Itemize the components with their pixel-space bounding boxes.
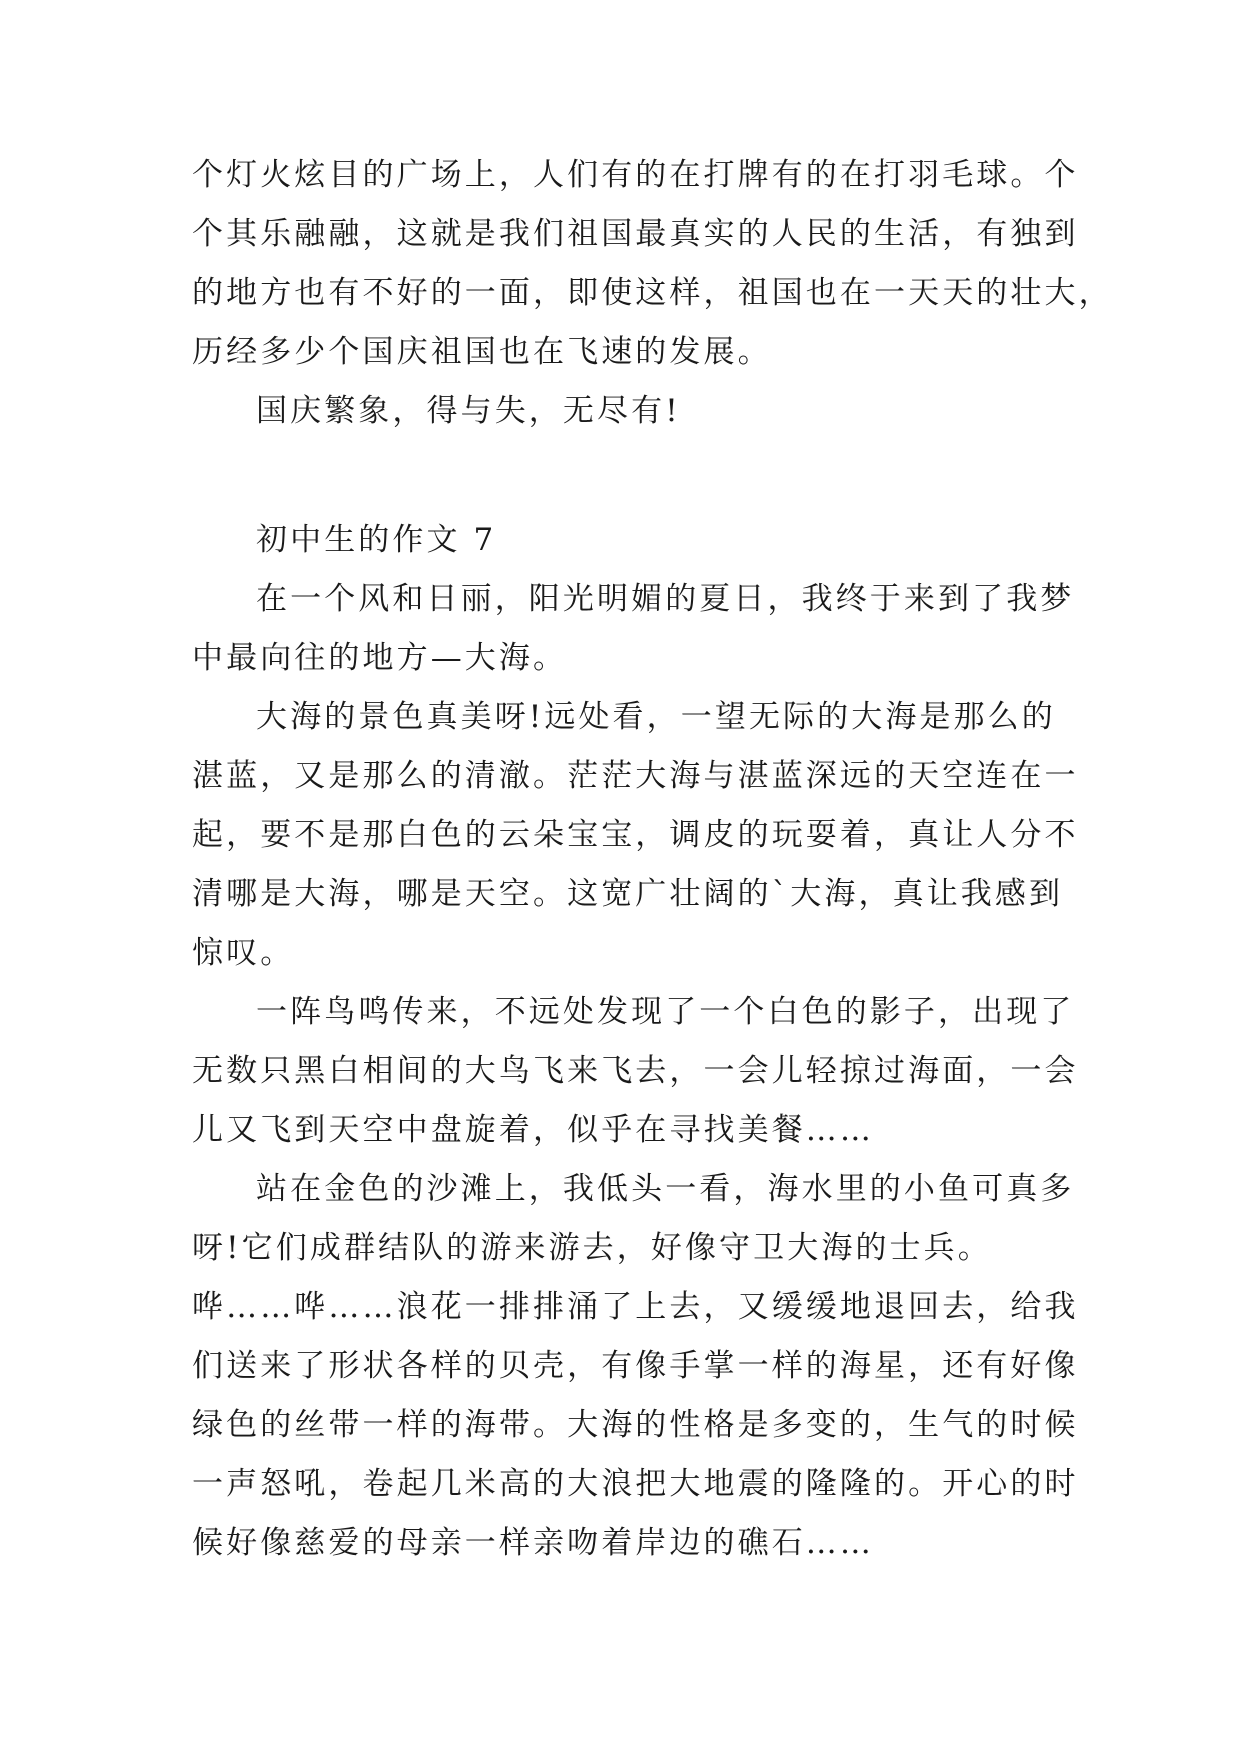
text-line: 儿又飞到天空中盘旋着，似乎在寻找美餐…… xyxy=(192,1112,874,1148)
text-line: 在一个风和日丽，阳光明媚的夏日，我终于来到了我梦 xyxy=(256,581,1075,617)
text-line: 无数只黑白相间的大鸟飞来飞去，一会儿轻掠过海面，一会 xyxy=(192,1053,1079,1089)
text-line: 一声怒吼，卷起几米高的大浪把大地震的隆隆的。开心的时 xyxy=(192,1466,1079,1502)
text-line: 个其乐融融，这就是我们祖国最真实的人民的生活，有独到 xyxy=(192,216,1079,252)
text-line: 个灯火炫目的广场上，人们有的在打牌有的在打羽毛球。个 xyxy=(192,157,1079,193)
text-line: 绿色的丝带一样的海带。大海的性格是多变的，生气的时候 xyxy=(192,1407,1079,1443)
text-line: 哗……哗……浪花一排排涌了上去，又缓缓地退回去，给我 xyxy=(192,1289,1079,1325)
text-line: 历经多少个国庆祖国也在飞速的发展。 xyxy=(192,334,772,370)
text-line: 大海的景色真美呀!远处看，一望无际的大海是那么的 xyxy=(256,699,1056,735)
text-line: 站在金色的沙滩上，我低头一看，海水里的小鱼可真多 xyxy=(256,1171,1075,1207)
text-line: 清哪是大海，哪是天空。这宽广壮阔的`大海，真让我感到 xyxy=(192,876,1064,912)
text-line: 国庆繁象，得与失，无尽有! xyxy=(256,393,681,429)
text-line: 的地方也有不好的一面，即使这样，祖国也在一天天的壮大， xyxy=(192,275,1113,311)
section-title: 初中生的作文 7 xyxy=(256,522,497,558)
text-line: 中最向往的地方—大海。 xyxy=(192,640,568,676)
text-line: 起，要不是那白色的云朵宝宝，调皮的玩耍着，真让人分不 xyxy=(192,817,1079,853)
text-line: 一阵鸟鸣传来，不远处发现了一个白色的影子，出现了 xyxy=(256,994,1075,1030)
text-line: 惊叹。 xyxy=(192,935,295,971)
text-line: 们送来了形状各样的贝壳，有像手掌一样的海星，还有好像 xyxy=(192,1348,1079,1384)
text-line: 湛蓝，又是那么的清澈。茫茫大海与湛蓝深远的天空连在一 xyxy=(192,758,1079,794)
text-line: 候好像慈爱的母亲一样亲吻着岸边的礁石…… xyxy=(192,1525,874,1561)
text-line: 呀!它们成群结队的游来游去，好像守卫大海的士兵。 xyxy=(192,1230,992,1266)
